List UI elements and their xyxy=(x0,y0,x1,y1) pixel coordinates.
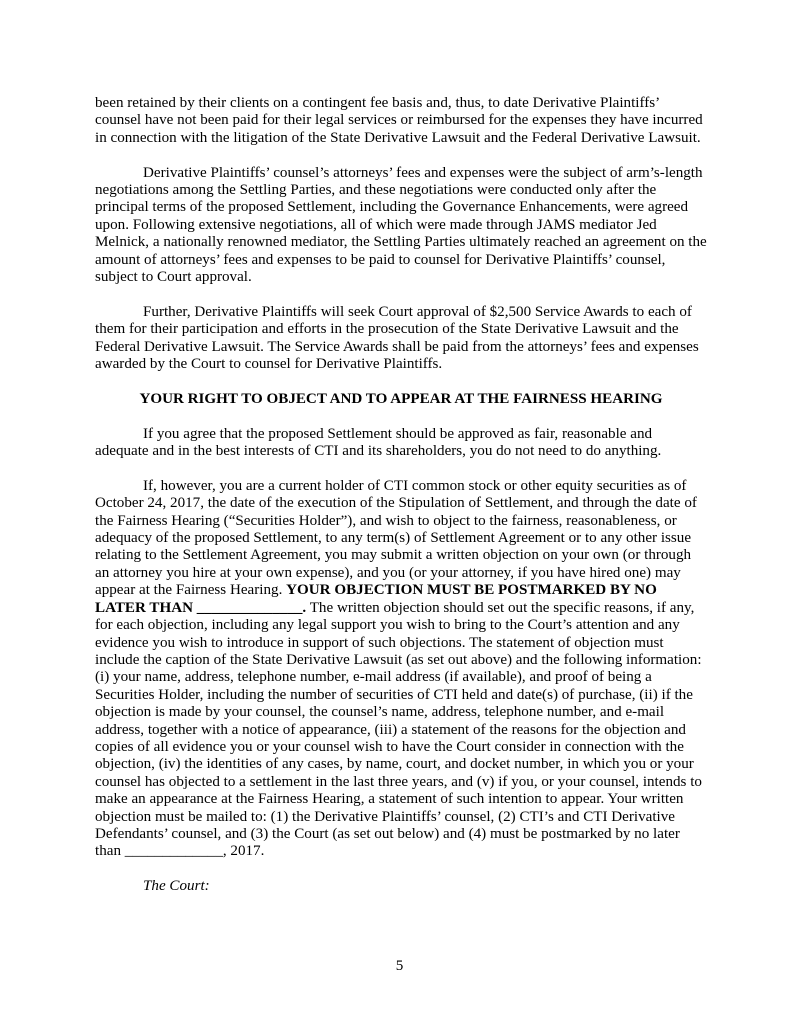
paragraph-objection-procedure xyxy=(95,478,707,861)
court-label: The Court: xyxy=(143,878,210,895)
paragraph-fees-contingent: been retained by their clients on a contingent fee basis and, thus, to date Derivative Plaintiffs’ counsel have not been paid for their legal services or reimbursed for the expenses they have incurred in connection with the litigation of the State Derivative Lawsuit and the Federal Derivative Lawsuit. xyxy=(95,95,703,146)
paragraph-service-awards: Further, Derivative Plaintiffs will seek Court approval of $2,500 Service Awards to each of them for their participation and efforts in the prosecution of the State Derivative Lawsuit and the Federal Derivative Lawsuit. The Service Awards shall be paid from the attorneys’ fees and expenses awarded by the Court to counsel for Derivative Plaintiffs. xyxy=(95,303,699,373)
paragraph-fees-negotiations: Derivative Plaintiffs’ counsel’s attorneys’ fees and expenses were the subject of arm’s-length negotiations among the Settling Parties, and these negotiations were conducted only after the principal terms of the proposed Settlement, including the Governance Enhancements, were agreed upon. Following extensive negotiations, all of which were made through JAMS mediator Jed Melnick, a nationally renowned mediator, the Settling Parties ultimately reached an agreement on the amount of attorneys’ fees and expenses to be paid to counsel for Derivative Plaintiffs’ counsel, subject to Court approval. xyxy=(95,164,707,286)
objection-text-details: The written objection should set out the specific reasons, if any, for each objection, including any legal support you wish to bring to the Court’s attention and any evidence you wish to introduce in support of such objections. The statement of objection must include the caption of the State Derivative Lawsuit (as set out above) and the following information: (i) your name, address, telephone number, e-mail address (if available), and proof of being a Securities Holder, including the number of securities of CTI held and date(s) of purchase, (ii) if the objection is made by your counsel, the counsel’s name, address, telephone number, and e-mail address, together with a notice of appearance, (iii) a statement of the reasons for the objection and copies of all evidence you or your counsel wish to have the Court consider in connection with the objection, (iv) the identities of any cases, by name, court, and docket number, in which you or your counsel has objected to a settlement in the last three years, and (v) if you, or your counsel, intends to make an appearance at the Fairness Hearing, a statement of such intention to appear. Your written objection must be mailed to: (1) the Derivative Plaintiffs’ counsel, (2) CTI’s and CTI Derivative Defendants’ counsel, and (3) the Court (as set out below) and (4) must be postmarked by no later than _____________, 2017. xyxy=(95,599,702,860)
document-page xyxy=(95,95,707,896)
section-heading-right-to-object: YOUR RIGHT TO OBJECT AND TO APPEAR AT THE FAIRNESS HEARING xyxy=(139,390,663,407)
paragraph-no-action-needed: If you agree that the proposed Settlement should be approved as fair, reasonable and adequate and in the best interests of CTI and its shareholders, you do not need to do anything. xyxy=(95,425,662,460)
objection-deadline-bold: YOUR OBJECTION MUST BE POSTMARKED BY NO LATER THAN ______________. xyxy=(95,582,657,616)
objection-text-intro: If, however, you are a current holder of CTI common stock or other equity securities as of October 24, 2017, the date of the execution of the Stipulation of Settlement, and through the date of the Fairness Hearing (“Securities Holder”), and wish to object to the fairness, reasonableness, or adequacy of the proposed Settlement, to any term(s) of Settlement Agreement or to any other issue relating to the Settlement Agreement, you may submit a written objection on your own (or through an attorney you hire at your own expense), and you (or your attorney, if you have hired one) may appear at the Fairness Hearing. xyxy=(95,477,697,599)
page-number: 5 xyxy=(395,958,404,974)
